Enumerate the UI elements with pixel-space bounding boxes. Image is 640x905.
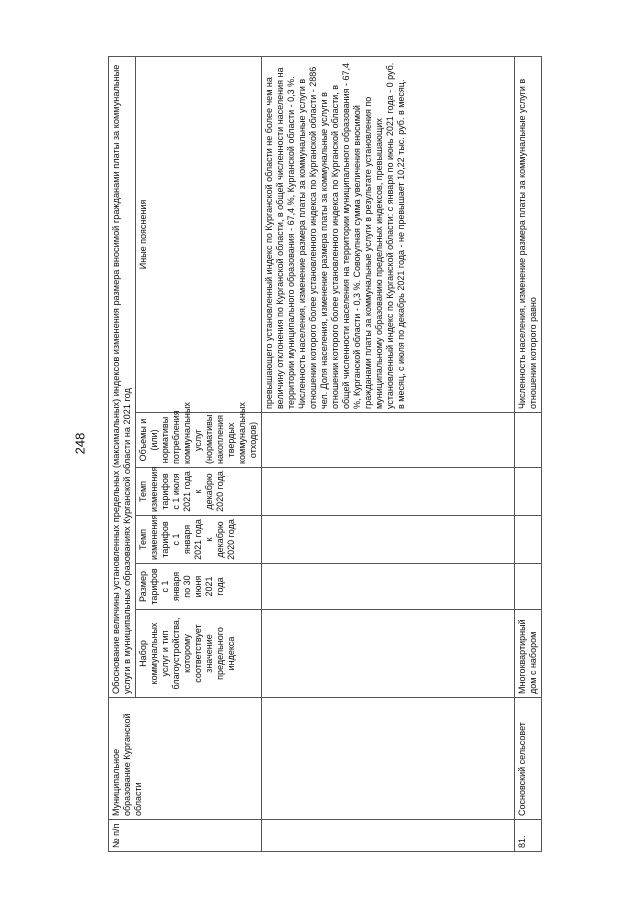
rotated-table-container [108, 57, 600, 852]
header-volumes: Объемы и (или) нормативы потребления коммунальных услуг (нормативы накопления твердых коммунальных отходов) [136, 413, 262, 468]
row-number [262, 820, 515, 852]
header-service-set: Набор коммунальных услуг и тип благоустройства, которому соответствует значение предельного индекса [136, 610, 262, 698]
table-row [515, 56, 542, 851]
row-rate-jul [262, 468, 515, 516]
row-volumes [262, 413, 515, 468]
header-row-1 [109, 56, 136, 851]
header-municipality: Муниципальное образование Курганской области [109, 698, 262, 820]
header-number: № п/п [109, 820, 262, 852]
page-number: 248 [72, 432, 88, 455]
row-rate-jul [515, 468, 542, 516]
row-service-set: Многоквартирный дом с набором [515, 610, 542, 698]
row-service-set [262, 610, 515, 698]
row-tariff-size [515, 564, 542, 610]
header-rate-jul: Темп изменения тарифов с 1 июля 2021 года к декабрю 2020 года [136, 468, 262, 516]
row-notes: превышающего установленный индекс по Курганской области не более чем на величину отклонения по Курганской области, в общей численности населения на территории муниципального образования - 67,4 %, Курганской области - 0,3 %. Численность населения, изменение размера платы за коммунальные услуги в отношении которого более установленного индекса по Курганской области - 2886 чел. Доля населения, изменение размера платы за коммунальные услуги в отношении которого более установленного индекса по Курганской области, в общей численности населения на территории муниципального образования - 67,4 %, Курганской области - 0,3 %. Совокупная сумма увеличения вносимой гражданами платы за коммунальные услуги в результате установления по муниципальному образованию предельных индексов, превышающих установленный индекс по Курганской области: с января по июнь 2021 года - 0 руб. в месяц, с июля по декабрь 2021 года - не превышает 10,22 тыс. руб. в месяц. [262, 56, 515, 412]
row-rate-jan [262, 516, 515, 564]
header-notes: Иные пояснения [136, 56, 262, 412]
index-justification-table [108, 56, 542, 852]
row-volumes [515, 413, 542, 468]
row-rate-jan [515, 516, 542, 564]
row-municipality: Сосновский сельсовет [515, 698, 542, 820]
row-number: 81. [515, 820, 542, 852]
header-group-title: Обоснование величины установленных предельных (максимальных) индексов изменения размера вносимой гражданами платы за коммунальные услуги в муниципальных образованиях Курганской области на 2021 год [109, 56, 136, 697]
row-municipality [262, 698, 515, 820]
header-rate-jan: Темп изменения тарифов с 1 января 2021 года к декабрю 2020 года [136, 516, 262, 564]
row-notes: Численность населения, изменение размера платы за коммунальные услуги в отношении которого равно [515, 56, 542, 412]
table-row [262, 56, 515, 851]
row-tariff-size [262, 564, 515, 610]
header-tariff-size: Размер тарифов с 1 января по 30 июня 2021 года [136, 564, 262, 610]
